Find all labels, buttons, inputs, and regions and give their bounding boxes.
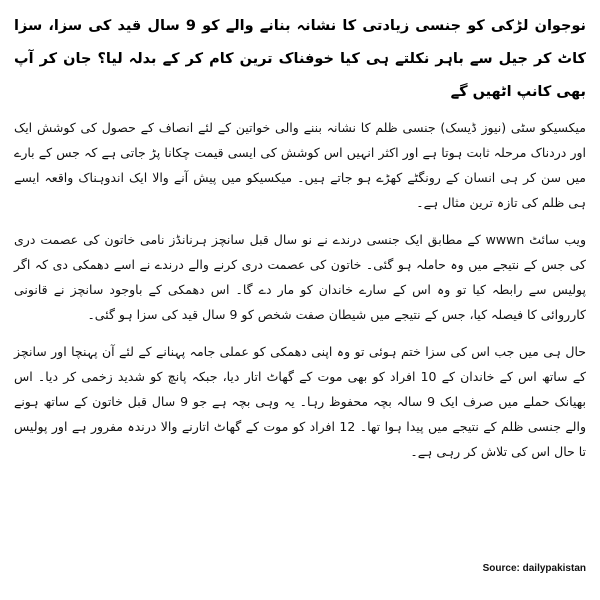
source-credit: Source: dailypakistan [482, 563, 586, 574]
article-headline: نوجوان لڑکی کو جنسی زیادتی کا نشانہ بنانے والے کو 9 سال قید کی سزا، سزا کاٹ کر جیل سے باہر نکلتے ہی کیا خوفناک ترین کام کر کے بدلہ لیا؟ جان کر آپ بھی کانپ اٹھیں گے [14, 18, 586, 100]
article-paragraph-2: ویب سائٹ wwwn کے مطابق ایک جنسی درندے نے نو سال قبل سانچز ہرنانڈز نامی خاتون کی عصمت دری کی جس کے نتیجے میں وہ حاملہ ہو گئی۔ خاتون کی عصمت دری کرنے والے درندے نے اسے دھمکی دی کہ اگر پولیس سے رابطہ کیا تو وہ اس کے سارے خاندان کو مار دے گا۔ اس دھمکی کے باوجود سانچز نے قانونی کارروائی کا فیصلہ کیا، جس کے نتیجے میں شیطان صفت شخص کو 9 سال قید کی سزا ہو گئی۔ [14, 232, 586, 322]
article-paragraph-1: میکسیکو سٹی (نیوز ڈیسک) جنسی ظلم کا نشانہ بننے والی خواتین کے لئے انصاف کے حصول کی کوشش ایک اور دردناک مرحلہ ثابت ہوتا ہے اور اکثر انہیں اس کوشش کی ایسی قیمت چکانا پڑ جاتی ہے کہ جس کے بارے میں سن کر ہی انسان کے رونگٹے کھڑے ہو جاتے ہیں۔ میکسیکو میں پیش آنے والا ایک اندوہناک واقعہ ایسے ہی ظلم کی تازہ ترین مثال ہے۔ [14, 120, 586, 210]
article-paragraph-3: حال ہی میں جب اس کی سزا ختم ہوئی تو وہ اپنی دھمکی کو عملی جامہ پہنانے کے لئے آن پہنچا اور سانچز کے ساتھ اس کے خاندان کے 10 افراد کو بھی موت کے گھاٹ اتار دیا، جبکہ پانچ کو شدید زخمی کر دیا۔ اس بھیانک حملے میں صرف ایک 9 سالہ بچہ محفوظ رہا۔ یہ وہی بچہ ہے جو 9 سال قبل خاتون کے ساتھ ہونے والے جنسی ظلم کے نتیجے میں پیدا ہوا تھا۔ 12 افراد کو موت کے گھاٹ اتارنے والا درندہ مفرور ہے اور پولیس تا حال اس کی تلاش کر رہی ہے۔ [14, 344, 586, 459]
article [14, 10, 586, 590]
